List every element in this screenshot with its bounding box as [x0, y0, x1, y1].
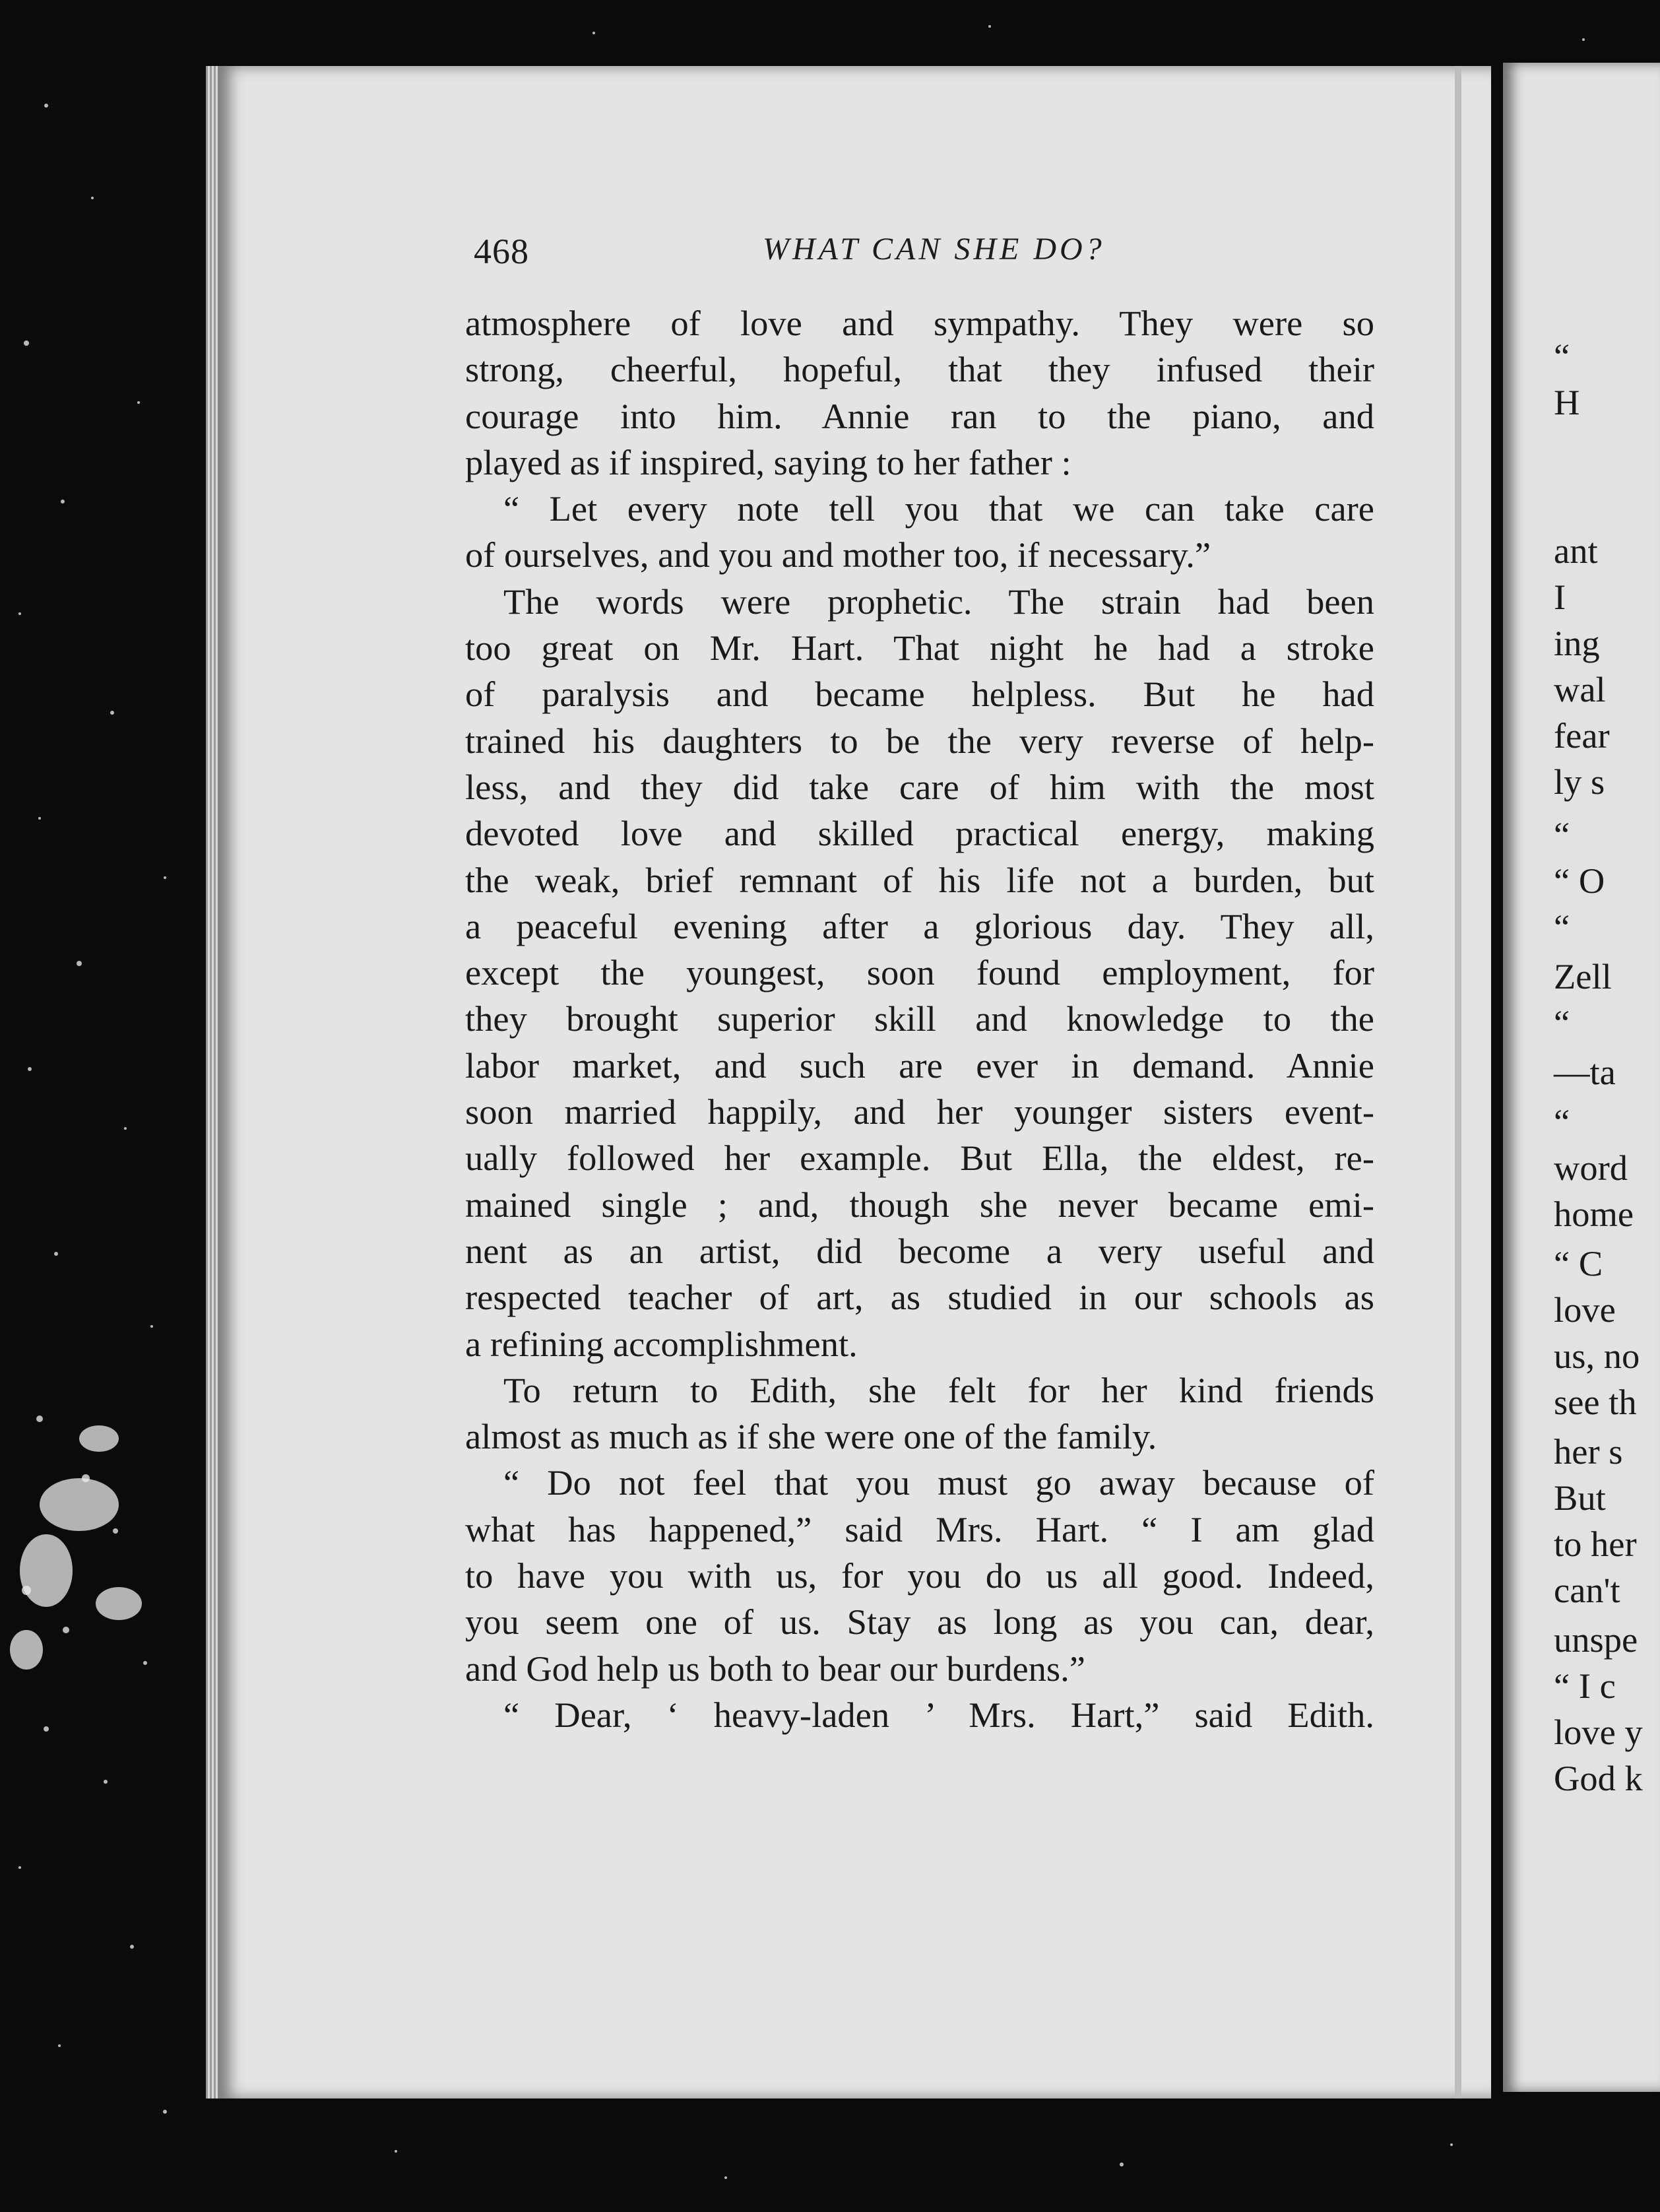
text-line: to have you with us, for you do us all good. Indeed, [465, 1555, 1374, 1596]
page-number: 468 [474, 232, 529, 271]
text-line: To return to Edith, she felt for her kind friends [503, 1369, 1374, 1410]
text-line: what has happened,” said Mrs. Hart. “ I am glad [465, 1509, 1374, 1549]
running-title: WHAT CAN SHE DO? [763, 232, 1105, 267]
right-page-fragment: ant [1554, 531, 1598, 571]
right-page-fragment: unspe [1554, 1619, 1638, 1660]
right-page-fragment: “ [1554, 1002, 1570, 1043]
right-page-fragment: “ I c [1554, 1666, 1616, 1706]
text-line: of paralysis and became helpless. But he had [465, 674, 1374, 715]
text-line: strong, cheerful, hopeful, that they infused their [465, 349, 1374, 390]
text-line: atmosphere of love and sympathy. They were so [465, 303, 1374, 343]
text-line: soon married happily, and her younger sisters event- [465, 1091, 1374, 1132]
right-page-fragment: home [1554, 1194, 1634, 1234]
text-line: except the youngest, soon found employment, for [465, 952, 1374, 993]
right-page-fragment: wal [1554, 669, 1606, 709]
text-line: you seem one of us. Stay as long as you can, dear, [465, 1602, 1374, 1643]
right-page-fragment: H [1554, 382, 1580, 422]
text-line: labor market, and such are ever in demand. Annie [465, 1045, 1374, 1086]
text-line: too great on Mr. Hart. That night he had a stroke [465, 628, 1374, 668]
right-page-fragment: see th [1554, 1382, 1637, 1422]
text-line: “ Do not feel that you must go away because of [503, 1462, 1374, 1503]
text-line: courage into him. Annie ran to the piano, and [465, 395, 1374, 436]
right-page-fragment: can't [1554, 1570, 1620, 1610]
text-line: a refining accomplishment. [465, 1323, 858, 1364]
text-line: trained his daughters to be the very reverse of help- [465, 720, 1374, 761]
text-line: of ourselves, and you and mother too, if necessary.” [465, 535, 1211, 575]
right-page-fragment: “ [1554, 907, 1570, 947]
right-page-fragment: fear [1554, 715, 1610, 756]
right-page-fragment: “ [1554, 336, 1570, 376]
text-line: almost as much as if she were one of the family. [465, 1416, 1157, 1457]
text-line: “ Let every note tell you that we can take care [503, 488, 1374, 529]
text-line: ually followed her example. But Ella, the eldest, re- [465, 1138, 1374, 1179]
text-line: a peaceful evening after a glorious day. They all, [465, 905, 1374, 946]
right-page-fragment: “ C [1554, 1243, 1603, 1284]
right-page-fragment: ing [1554, 623, 1600, 663]
right-page-fragment: But [1554, 1478, 1606, 1518]
right-page-fragment: —ta [1554, 1052, 1616, 1092]
text-line: devoted love and skilled practical energy, making [465, 813, 1374, 854]
right-page-fragment: “ O [1554, 861, 1605, 901]
text-line: the weak, brief remnant of his life not a burden, but [465, 859, 1374, 900]
right-page-fragment: “ [1554, 814, 1570, 855]
right-page-fragment: “ [1554, 1101, 1570, 1142]
right-page-fragment: ly s [1554, 762, 1605, 802]
right-page-fragment: us, no [1554, 1336, 1640, 1376]
left-page-gutter [1455, 66, 1461, 2098]
right-page-fragment: love [1554, 1289, 1616, 1330]
right-page-fragment: love y [1554, 1712, 1643, 1752]
right-page-fragment: word [1554, 1148, 1628, 1188]
text-line: “ Dear, ‘ heavy-laden ’ Mrs. Hart,” said Edith. [503, 1694, 1374, 1735]
text-line: respected teacher of art, as studied in our schools as [465, 1277, 1374, 1318]
body-text [465, 300, 1374, 1738]
right-page-fragment: God k [1554, 1758, 1643, 1798]
right-page-text-fragments [1544, 0, 1660, 2212]
text-line: they brought superior skill and knowledge to the [465, 998, 1374, 1039]
right-page-fragment: I [1554, 577, 1566, 617]
right-page-fragment: to her [1554, 1524, 1637, 1564]
text-line: mained single ; and, though she never became emi- [465, 1184, 1374, 1225]
text-line: The words were prophetic. The strain had been [503, 581, 1374, 622]
right-page-fragment: Zell [1554, 956, 1612, 996]
right-page-fragment: her s [1554, 1431, 1623, 1472]
text-line: and God help us both to bear our burdens.” [465, 1648, 1085, 1689]
text-line: played as if inspired, saying to her father : [465, 441, 1071, 482]
text-line: less, and they did take care of him with the most [465, 766, 1374, 807]
text-line: nent as an artist, did become a very useful and [465, 1230, 1374, 1271]
